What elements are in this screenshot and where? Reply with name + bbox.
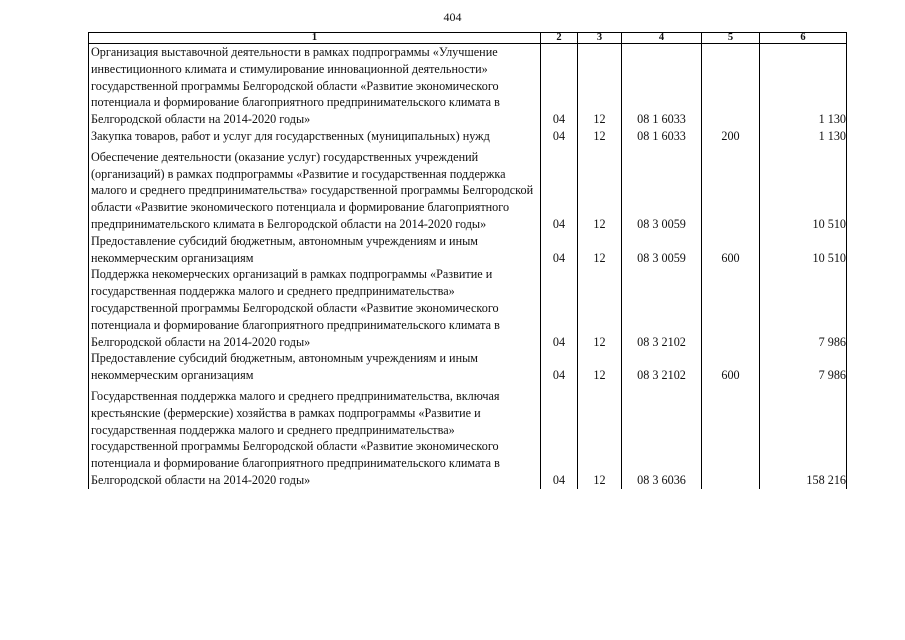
table-row — [89, 128, 847, 145]
row-amount: 10 510 — [760, 233, 847, 267]
row-expense-type: 200 — [702, 128, 760, 145]
row-subsection: 12 — [578, 233, 622, 267]
column-header-6: 6 — [760, 33, 847, 44]
row-amount: 158 216 — [760, 388, 847, 489]
row-section: 04 — [541, 128, 578, 145]
row-subsection: 12 — [578, 388, 622, 489]
row-description: Поддержка некомерческих организаций в рамках подпрограммы «Развитие и государственная поддержка малого и среднего предпринимательства» государственной программы Белгородской области «Развитие экономического потенциала и формирование благоприятного предпринимательского климата в Белгородской области на 2014-2020 годы» — [89, 266, 541, 350]
row-amount: 7 986 — [760, 266, 847, 350]
column-header-2: 2 — [541, 33, 578, 44]
row-subsection: 12 — [578, 350, 622, 384]
row-section: 04 — [541, 350, 578, 384]
row-description: Закупка товаров, работ и услуг для государственных (муниципальных) нужд — [89, 128, 541, 145]
row-expense-type: 600 — [702, 350, 760, 384]
row-target-code: 08 3 0059 — [622, 149, 702, 233]
row-target-code: 08 3 0059 — [622, 233, 702, 267]
row-section: 04 — [541, 44, 578, 128]
row-subsection: 12 — [578, 149, 622, 233]
row-subsection: 12 — [578, 266, 622, 350]
row-section: 04 — [541, 233, 578, 267]
row-section: 04 — [541, 149, 578, 233]
row-amount: 10 510 — [760, 149, 847, 233]
row-expense-type — [702, 44, 760, 128]
column-header-5: 5 — [702, 33, 760, 44]
page-number: 404 — [443, 10, 462, 24]
row-description: Предоставление субсидий бюджетным, автономным учреждениям и иным некоммерческим организациям — [89, 350, 541, 384]
row-expense-type — [702, 388, 760, 489]
row-subsection: 12 — [578, 44, 622, 128]
table-row — [89, 233, 847, 267]
row-target-code: 08 3 2102 — [622, 266, 702, 350]
column-header-1: 1 — [89, 33, 541, 44]
row-target-code: 08 3 6036 — [622, 388, 702, 489]
column-header-4: 4 — [622, 33, 702, 44]
row-amount: 1 130 — [760, 44, 847, 128]
table-row — [89, 44, 847, 128]
row-description: Государственная поддержка малого и среднего предпринимательства, включая крестьянские (фермерские) хозяйства в рамках подпрограммы «Развитие и государственная поддержка малого и среднего предпринимательства» государственной программы Белгородской области «Развитие экономического потенциала и формирование благоприятного предпринимательского климата в Белгородской области на 2014-2020 годы» — [89, 388, 541, 489]
row-target-code: 08 1 6033 — [622, 128, 702, 145]
row-expense-type — [702, 266, 760, 350]
row-expense-type — [702, 149, 760, 233]
table-row — [89, 266, 847, 350]
row-amount: 1 130 — [760, 128, 847, 145]
table-row — [89, 350, 847, 384]
budget-table — [88, 32, 847, 489]
row-description: Предоставление субсидий бюджетным, автономным учреждениям и иным некоммерческим организациям — [89, 233, 541, 267]
row-description: Обеспечение деятельности (оказание услуг) государственных учреждений (организаций) в рамках подпрограммы «Развитие и государственная поддержка малого и среднего предпринимательства» государственной программы Белгородской области «Развитие экономического потенциала и формирование благоприятного предпринимательского климата в Белгородской области на 2014-2020 годы» — [89, 149, 541, 233]
row-target-code: 08 3 2102 — [622, 350, 702, 384]
row-section: 04 — [541, 388, 578, 489]
row-section: 04 — [541, 266, 578, 350]
row-subsection: 12 — [578, 128, 622, 145]
row-expense-type: 600 — [702, 233, 760, 267]
table-row — [89, 388, 847, 489]
row-target-code: 08 1 6033 — [622, 44, 702, 128]
row-amount: 7 986 — [760, 350, 847, 384]
table-row — [89, 149, 847, 233]
row-description: Организация выставочной деятельности в рамках подпрограммы «Улучшение инвестиционного климата и стимулирование инновационной деятельности» государственной программы Белгородской области «Развитие экономического потенциала и формирование благоприятного предпринимательского климата в Белгородской области на 2014-2020 годы» — [89, 44, 541, 128]
header-row — [89, 33, 847, 44]
column-header-3: 3 — [578, 33, 622, 44]
